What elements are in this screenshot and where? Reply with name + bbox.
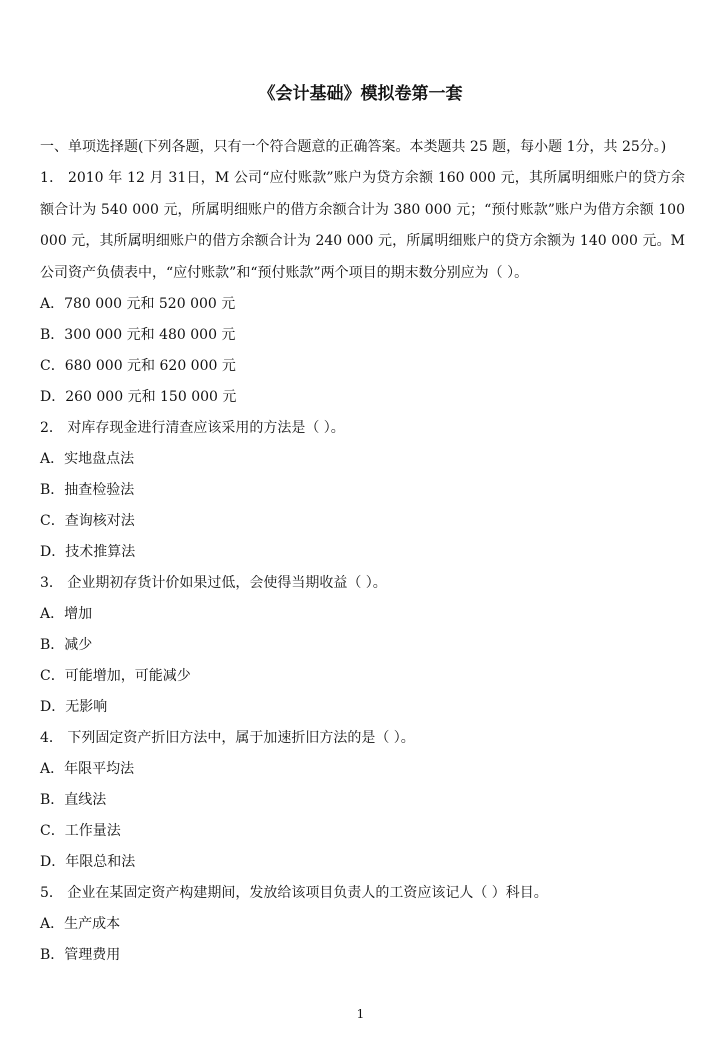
question-1-option-c: C．680 000 元和 620 000 元: [40, 358, 236, 374]
question-3-option-c: C．可能增加，可能减少: [40, 668, 191, 684]
question-1-option-b: B．300 000 元和 480 000 元: [40, 327, 236, 343]
question-2-text: 2． 对库存现金进行清查应该采用的方法是（ ）。: [40, 420, 345, 436]
question-1-option-d: D．260 000 元和 150 000 元: [40, 389, 237, 405]
question-5-text: 5． 企业在某固定资产构建期间，发放给该项目负责人的工资应该记人（ ）科目。: [40, 885, 548, 901]
section-heading: 一、单项选择题(下列各题，只有一个符合题意的正确答案。本类题共 25 题，每小题 1分，共 25分。): [40, 139, 667, 155]
question-1-option-a: A．780 000 元和 520 000 元: [40, 296, 236, 312]
question-2-option-d: D．技术推算法: [40, 544, 136, 560]
question-4-option-d: D．年限总和法: [40, 854, 136, 870]
question-4-text: 4． 下列固定资产折旧方法中，属于加速折旧方法的是（ ）。: [40, 730, 415, 746]
document-title: 《会计基础》模拟卷第一套: [258, 84, 463, 104]
question-5-option-b: B．管理费用: [40, 947, 121, 963]
question-3-option-a: A．增加: [40, 606, 93, 622]
question-3-option-b: B．减少: [40, 637, 93, 653]
question-5-option-a: A．生产成本: [40, 916, 121, 932]
question-2-option-c: C．查询核对法: [40, 513, 135, 529]
question-4-option-b: B．直线法: [40, 792, 107, 808]
question-2-option-b: B．抽查检验法: [40, 482, 135, 498]
page-number: 1: [356, 1007, 365, 1021]
question-4-option-c: C．工作量法: [40, 823, 121, 839]
question-3-option-d: D．无影响: [40, 699, 108, 715]
question-2-option-a: A．实地盘点法: [40, 451, 135, 467]
question-1-text: 1． 2010 年 12 月 31日，M 公司“应付账款”账户为贷方余额 160 000 元，其所属明细账户的贷方余额合计为 540 000 元，所属明细账户的借方余额合计为 380 000 元；“预付账款”账户为借方余额 100 000 元，其所属明细账户的借方余额合计为 240 000 元，所属明细账户的贷方余额为 140 000 元。M 公司资产负债表中，“应付账款”和“预付账款”两个项目的期末数分别应为（ ）。: [40, 170, 685, 281]
question-list: [40, 132, 685, 971]
question-4-option-a: A．年限平均法: [40, 761, 135, 777]
question-3-text: 3． 企业期初存货计价如果过低，会使得当期收益（ ）。: [40, 575, 387, 591]
